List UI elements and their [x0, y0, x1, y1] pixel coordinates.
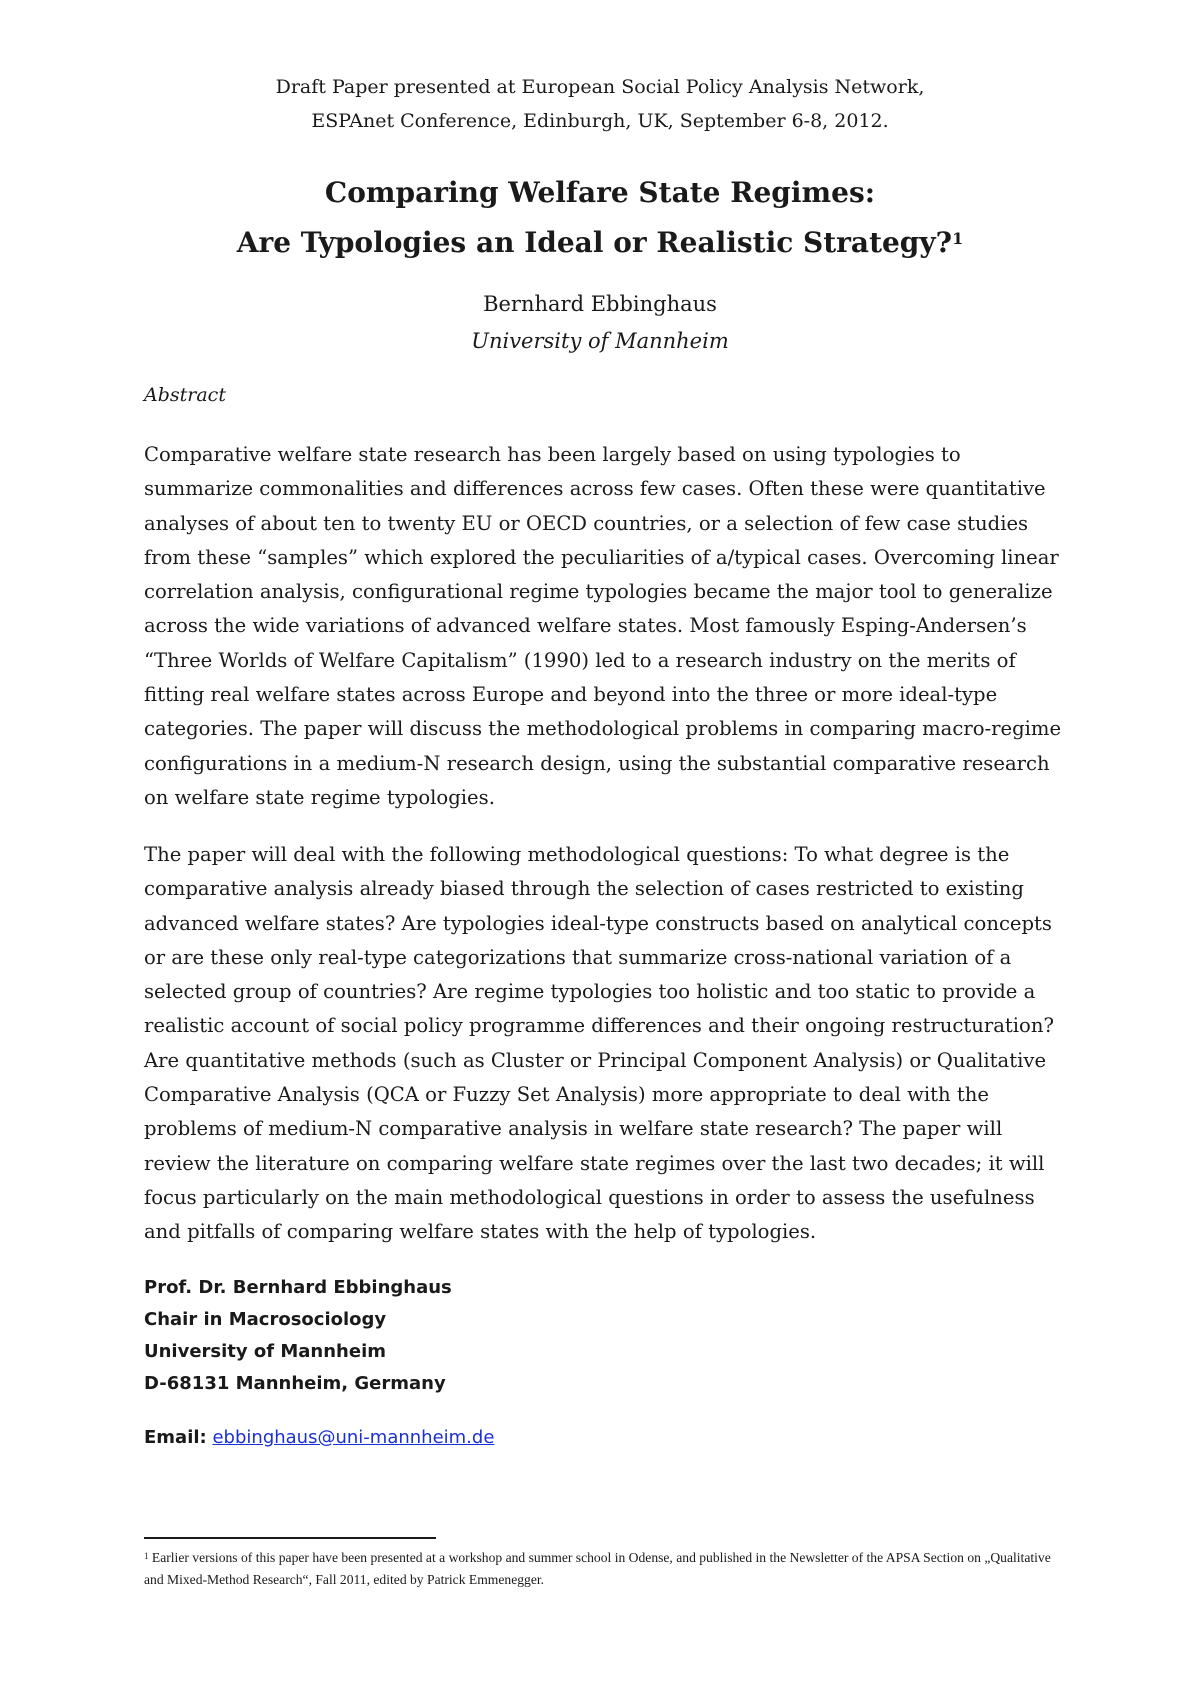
title-text-2: Are Typologies an Ideal or Realistic Strategy? [236, 226, 953, 259]
footnote-separator [144, 1537, 436, 1539]
abstract-heading: Abstract [144, 384, 226, 406]
paper-title-line-1 [0, 168, 1200, 218]
contact-chair: Chair in Macrosociology [144, 1309, 387, 1330]
abstract-paragraph-2: The paper will deal with the following methodological questions: To what degree is the comparative analysis already biased through the selection of cases restricted to existing advanced welfare states? Are typologies ideal-type constructs based on analytical concepts or are these only real-type categorizations that summarize cross-national variation of a selected group of countries? Are regime typologies too holistic and too static to provide a realistic account of social policy programme differences and their ongoing restructuration? Are quantitative methods (such as Cluster or Principal Component Analysis) or Qualitative Comparative Analysis (QCA or Fuzzy Set Analysis) more appropriate to deal with the problems of medium-N comparative analysis in welfare state research? The paper will review the literature on comparing welfare state regimes over the last two decades; it will focus particularly on the main methodological questions in order to assess the usefulness and pitfalls of comparing welfare states with the help of typologies. [144, 843, 1054, 1244]
title-footnote-marker[interactable]: 1 [952, 229, 964, 248]
title-text-1: Comparing Welfare State Regimes: [324, 176, 876, 209]
abstract-paragraph-1: Comparative welfare state research has been largely based on using typologies to summarize commonalities and differences across few cases. Often these were quantitative analyses of about ten to twenty EU or OECD countries, or a selection of few case studies from these “samples” which explored the peculiarities of a/typical cases. Overcoming linear correlation analysis, configurational regime typologies became the major tool to generalize across the wide variations of advanced welfare states. Most famously Esping-Andersen’s “Three Worlds of Welfare Capitalism” (1990) led to a research industry on the merits of fitting real welfare states across Europe and beyond into the three or more ideal-type categories. The paper will discuss the methodological problems in comparing macro-regime configurations in a medium-N research design, using the substantial comparative research on welfare state regime typologies. [144, 443, 1062, 809]
contact-email-row [144, 1422, 494, 1454]
contact-name: Prof. Dr. Bernhard Ebbinghaus [144, 1277, 452, 1298]
contact-address: D-68131 Mannheim, Germany [144, 1373, 446, 1394]
conference-line-1: Draft Paper presented at European Social Policy Analysis Network, [275, 76, 925, 98]
author-name: Bernhard Ebbinghaus [483, 292, 717, 316]
email-link[interactable]: ebbinghaus@uni-mannheim.de [212, 1427, 495, 1448]
author-affiliation: University of Mannheim [471, 329, 729, 353]
conference-line-2: ESPAnet Conference, Edinburgh, UK, September 6-8, 2012. [311, 110, 889, 132]
email-label: Email: [144, 1427, 207, 1448]
footnote [144, 1547, 1064, 1591]
footnote-text: Earlier versions of this paper have been presented at a workshop and summer school in Odense, and published in the Newsletter of the APSA Section on „Qualitative and Mixed-Method Research“, Fall 2011, edited by Patrick Emmenegger. [144, 1550, 1051, 1587]
contact-university: University of Mannheim [144, 1341, 387, 1362]
contact-block [144, 1272, 944, 1400]
paper-title-line-2 [0, 218, 1200, 268]
footnote-marker: 1 [144, 1551, 149, 1561]
